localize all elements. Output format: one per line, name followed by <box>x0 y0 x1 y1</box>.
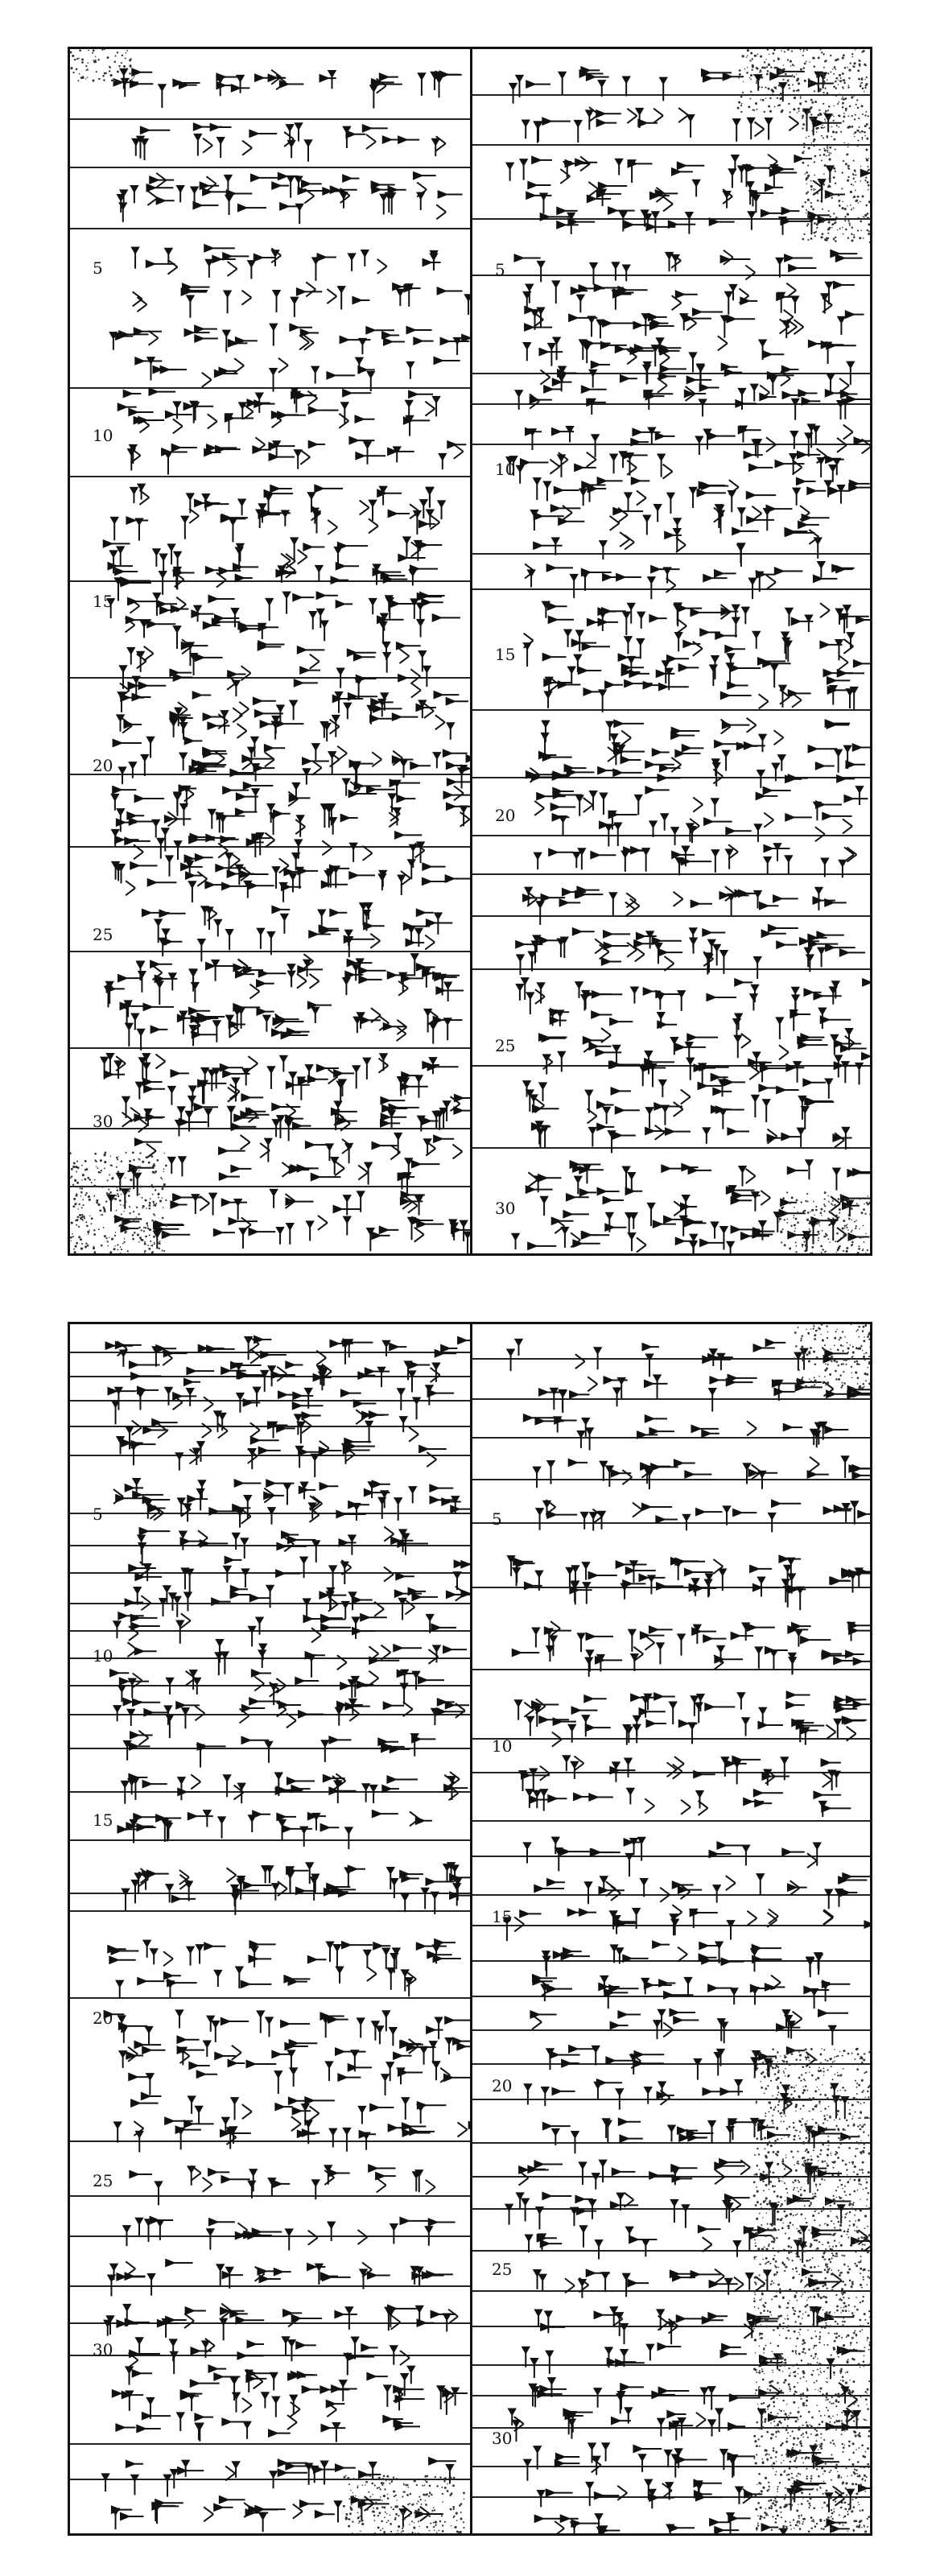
line-number: 5 <box>93 1505 103 1524</box>
line-number: 15 <box>93 1810 113 1830</box>
line-number: 25 <box>93 925 113 944</box>
line-number: 10 <box>93 426 113 445</box>
line-number: 25 <box>492 2260 513 2279</box>
cuneiform-signs <box>70 1324 470 2533</box>
line-number: 25 <box>93 2171 113 2190</box>
cuneiform-signs <box>70 49 470 1253</box>
cuneiform-tablet-plate-1 <box>68 47 872 1256</box>
line-number: 15 <box>93 592 113 611</box>
line-number: 30 <box>492 2429 513 2448</box>
line-number: 15 <box>495 645 516 664</box>
cuneiform-signs <box>472 49 870 1253</box>
cuneiform-tablet-plate-2 <box>68 1322 872 2536</box>
line-number: 20 <box>93 756 113 775</box>
tablet-1-left-column <box>70 49 470 1253</box>
line-number: 10 <box>492 1736 513 1756</box>
line-number: 20 <box>93 2008 113 2028</box>
cuneiform-signs <box>472 1324 870 2533</box>
line-number: 25 <box>495 1036 516 1055</box>
line-number: 10 <box>495 460 516 479</box>
line-number: 15 <box>492 1907 513 1926</box>
line-number: 30 <box>495 1199 516 1218</box>
tablet-1-right-column <box>472 49 870 1253</box>
line-number: 30 <box>93 1112 113 1131</box>
line-number: 10 <box>93 1646 113 1666</box>
line-number: 20 <box>492 2076 513 2095</box>
tablet-2-left-column <box>70 1324 470 2533</box>
tablet-2-right-column <box>472 1324 870 2533</box>
line-number: 20 <box>495 806 516 825</box>
line-number: 5 <box>93 258 103 278</box>
line-number: 5 <box>495 260 505 279</box>
line-number: 30 <box>93 2340 113 2359</box>
line-number: 5 <box>492 1509 502 1529</box>
